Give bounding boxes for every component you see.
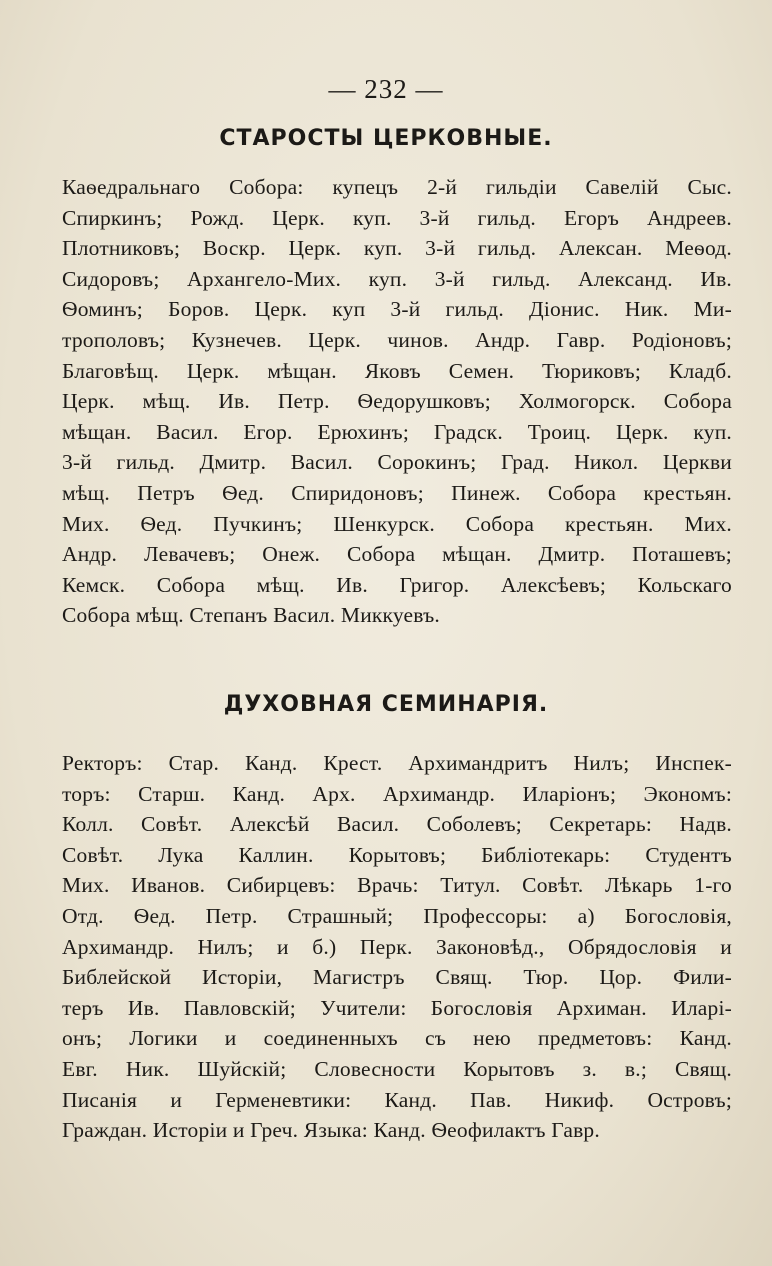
section-heading-seminary: ДУХОВНАЯ СЕМИНАРІЯ. [223, 692, 549, 717]
paragraph-seminary [62, 748, 732, 1146]
section-heading-church-elders: СТАРОСТЫ ЦЕРКОВНЫЕ. [219, 126, 553, 151]
text-line: Кемск. Собора мѣщ. Ив. Григор. Алексѣевъ; Кольскаго [62, 572, 732, 597]
text-line: Ѳоминъ; Боров. Церк. куп 3-й гильд. Діонис. Ник. Ми- [62, 297, 732, 322]
page-number: — 232 — [328, 74, 444, 104]
text-line: Колл. Совѣт. Алексѣй Васил. Соболевъ; Секретарь: Надв. [62, 812, 732, 837]
text-line: Евг. Ник. Шуйскій; Словесности Корытовъ з. в.; Свящ. [62, 1056, 732, 1081]
text-line: Церк. мѣщ. Ив. Петр. Ѳедорушковъ; Холмогорск. Собора [62, 389, 732, 414]
text-line: трополовъ; Кузнечев. Церк. чинов. Андр. Гавр. Родіоновъ; [62, 327, 732, 352]
text-line: Ректоръ: Стар. Канд. Крест. Архимандритъ Нилъ; Инспек- [62, 751, 732, 775]
text-line: Мих. Иванов. Сибирцевъ: Врачь: Титул. Совѣт. Лѣкарь 1-го [62, 873, 732, 898]
text-line: Сидоровъ; Архангело-Мих. куп. 3-й гильд. Александ. Ив. [62, 266, 732, 291]
text-line: Архимандр. Нилъ; и б.) Перк. Законовѣд., Обрядословія и [62, 934, 732, 959]
paragraph-church-elders [62, 172, 732, 631]
text-line: Граждан. Исторіи и Греч. Языка: Канд. Ѳеофилактъ Гавр. [62, 1118, 600, 1143]
text-line: теръ Ив. Павловскій; Учители: Богословія Архиман. Иларі- [62, 995, 732, 1020]
text-line: 3-й гильд. Дмитр. Васил. Сорокинъ; Град. Никол. Церкви [62, 450, 732, 475]
text-line: Плотниковъ; Воскр. Церк. куп. 3-й гильд. Алексан. Меѳод. [62, 236, 732, 261]
text-line: Библейской Исторіи, Магистръ Свящ. Тюр. Цор. Фили- [62, 965, 732, 990]
text-line: Собора мѣщ. Степанъ Васил. Миккуевъ. [62, 603, 441, 628]
text-line: Отд. Ѳед. Петр. Страшный; Профессоры: а) Богословія, [62, 903, 732, 928]
text-line: мѣщан. Васил. Егор. Ерюхинъ; Градск. Троиц. Церк. куп. [62, 419, 732, 444]
text-line: мѣщ. Петръ Ѳед. Спиридоновъ; Пинеж. Собора крестьян. [62, 480, 732, 505]
text-line: торъ: Старш. Канд. Арх. Архимандр. Иларіонъ; Экономъ: [62, 781, 732, 806]
text-line: Каѳедральнаго Собора: купецъ 2-й гильдіи Савелій Сыс. [62, 175, 732, 199]
text-line: Мих. Ѳед. Пучкинъ; Шенкурск. Собора крестьян. Мих. [62, 511, 732, 536]
text-line: Спиркинъ; Рожд. Церк. куп. 3-й гильд. Егоръ Андреев. [62, 205, 732, 230]
text-line: Совѣт. Лука Каллин. Корытовъ; Библіотекарь: Студентъ [62, 842, 732, 867]
text-line: Андр. Левачевъ; Онеж. Собора мѣщан. Дмитр. Поташевъ; [62, 542, 732, 567]
text-line: Писанія и Герменевтики: Канд. Пав. Никиф. Островъ; [62, 1087, 732, 1112]
text-line: Благовѣщ. Церк. мѣщан. Яковъ Семен. Тюриковъ; Кладб. [62, 358, 732, 383]
text-line: онъ; Логики и соединенныхъ съ нею предметовъ: Канд. [62, 1026, 732, 1051]
